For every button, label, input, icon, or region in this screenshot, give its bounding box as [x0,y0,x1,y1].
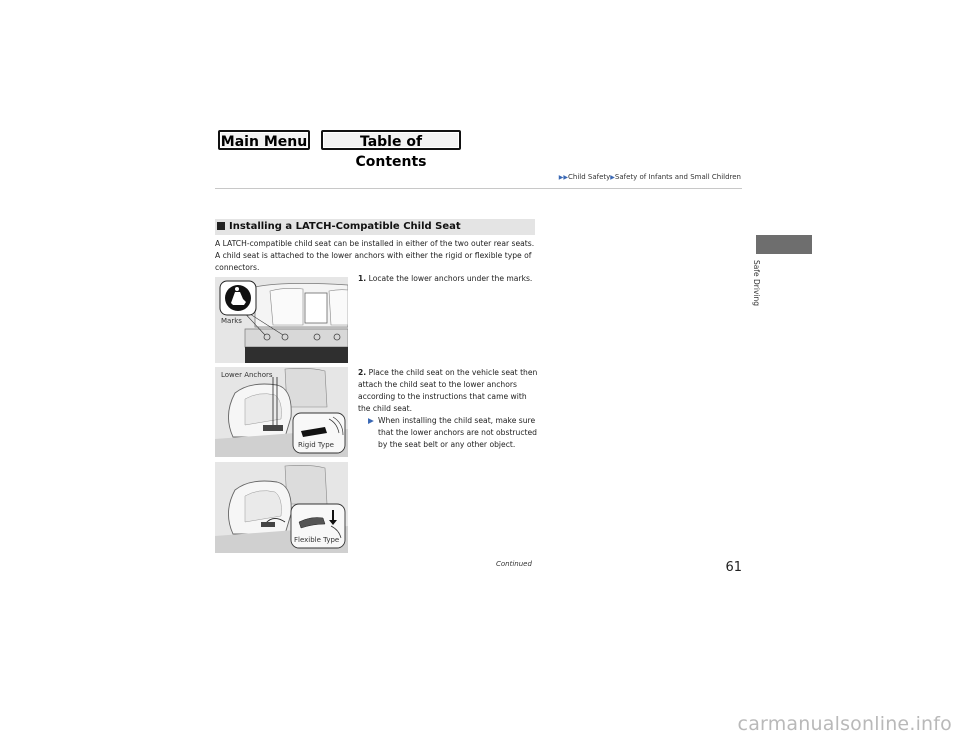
flexible-type-label: Flexible Type [294,536,340,544]
chapter-label: Safe Driving [752,260,761,306]
step-text: Locate the lower anchors under the marks. [368,274,533,283]
rigid-type-figure [215,367,348,457]
breadcrumb-arrow-icon: ▶▶ [558,174,568,181]
note-text: When installing the child seat, make sure that the lower anchors are not obstructed by the seat belt or any other object. [378,416,538,449]
section-heading [215,219,535,235]
square-bullet-icon [217,222,225,230]
section-heading-text: Installing a LATCH-Compatible Child Seat [229,221,461,232]
flexible-type-figure [215,462,348,553]
step-number: 2. [358,368,367,377]
chapter-tab [756,235,812,254]
breadcrumb-item[interactable]: Safety of Infants and Small Children [614,173,741,181]
flexible-connector-illustration [215,462,348,553]
watermark: carmanualsonline.info [737,713,952,735]
table-of-contents-button[interactable]: Table of Contents [321,130,461,150]
page-number: 61 [725,560,742,575]
note-arrow-icon: ▶ [368,416,374,425]
main-menu-button[interactable]: Main Menu [218,130,310,150]
step-number: 1. [358,274,367,283]
rear-seat-marks-figure [215,277,348,363]
header-divider [215,188,742,189]
rigid-type-label: Rigid Type [298,441,334,449]
rigid-connector-illustration [215,367,348,457]
continued-label: Continued [496,560,532,568]
lower-anchors-label: Lower Anchors [221,371,273,379]
breadcrumb-item[interactable]: Child Safety [568,173,611,181]
step-2 [358,367,538,451]
step-note [358,415,538,451]
marks-label: Marks [221,317,242,325]
step-1 [358,273,538,285]
rear-seat-illustration [215,277,348,363]
breadcrumb [559,173,741,181]
step-text: Place the child seat on the vehicle seat then attach the child seat to the lower anchors according to the instructions that came with the child seat. [358,368,538,413]
intro-paragraph: A LATCH-compatible child seat can be installed in either of the two outer rear seats. A child seat is attached to the lower anchors with either the rigid or flexible type of connectors. [215,239,535,272]
breadcrumb-arrow-icon: ▶ [610,174,615,181]
